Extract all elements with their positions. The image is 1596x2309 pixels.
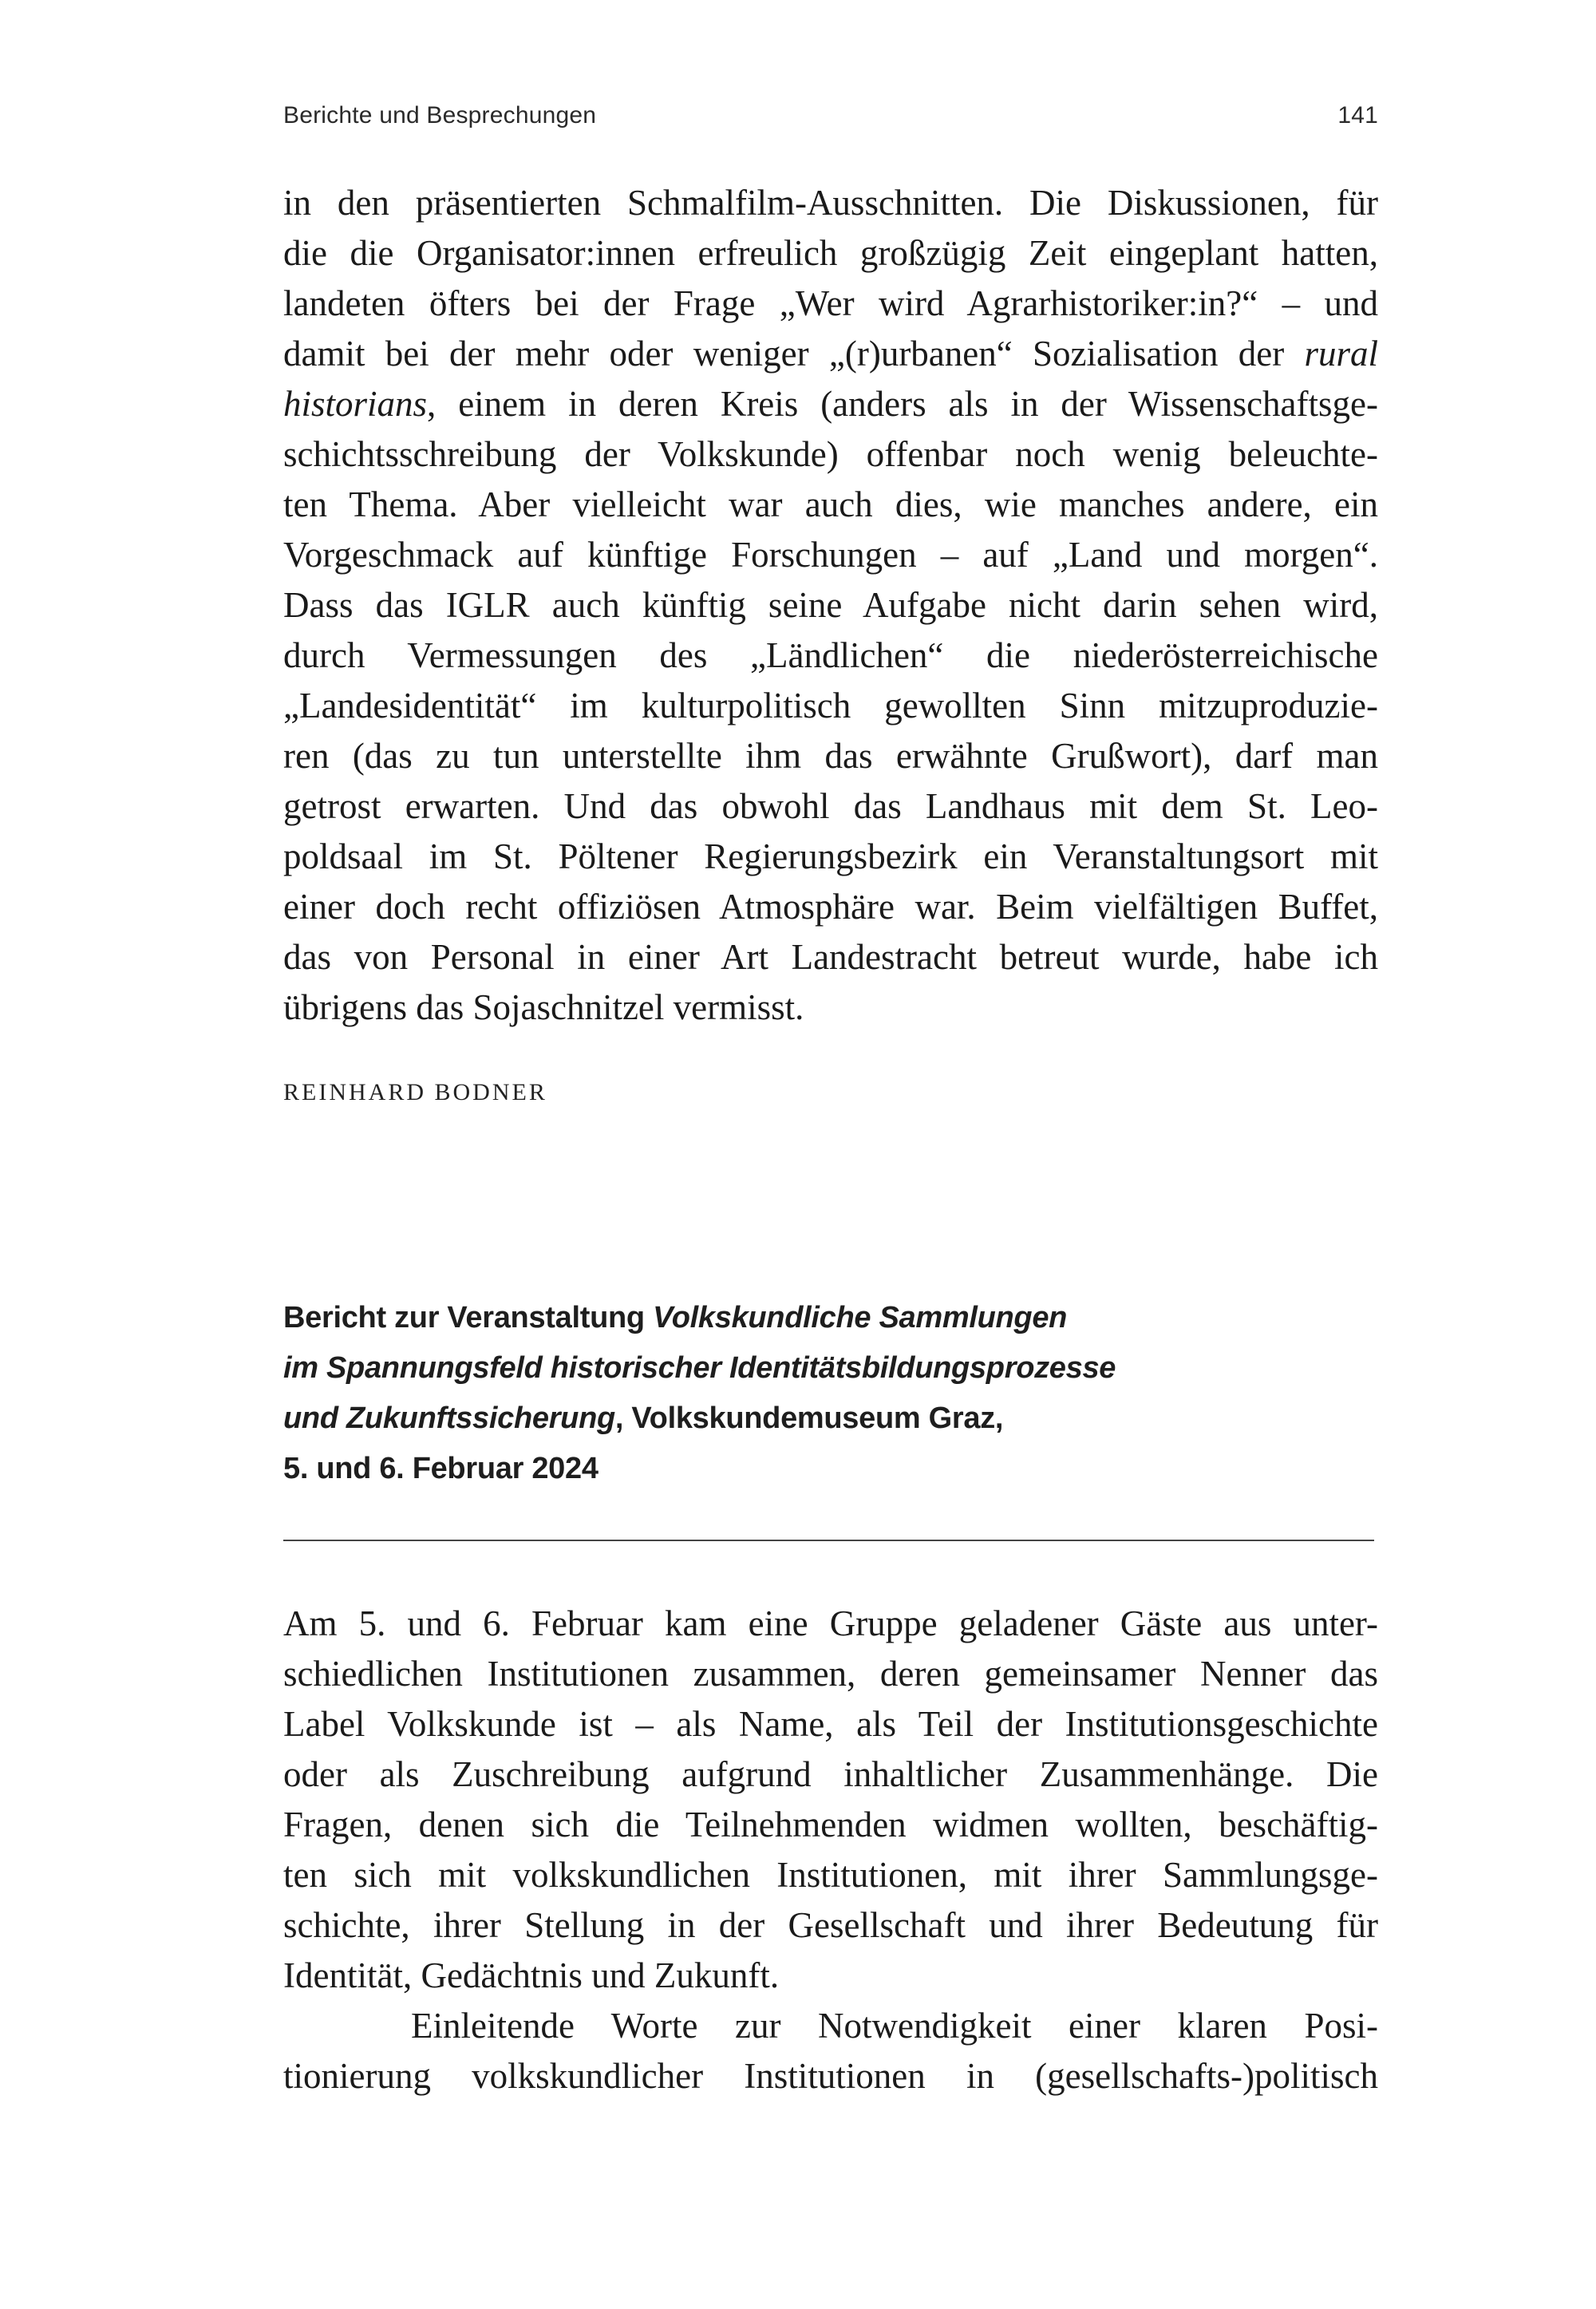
text-line: einer doch recht offiziösen Atmosphäre war. Beim vielfältigen Buffet, xyxy=(283,887,1378,927)
text-line: landeten öfters bei der Frage „Wer wird Agrarhistoriker:in?“ – und xyxy=(283,283,1378,323)
text-line: poldsaal im St. Pöltener Regierungsbezirk ein Veranstaltungsort mit xyxy=(283,836,1378,876)
heading-italic-title: und Zukunftssicherung xyxy=(283,1402,615,1435)
text-line: das von Personal in einer Art Landestracht betreut wurde, habe ich xyxy=(283,937,1378,977)
text-line: durch Vermessungen des „Ländlichen“ die niederösterreichische xyxy=(283,635,1378,675)
text-line: „Landesidentität“ im kulturpolitisch gewollten Sinn mitzuproduzie- xyxy=(283,686,1378,726)
text-line xyxy=(283,379,1378,429)
text-line: getrost erwarten. Und das obwohl das Landhaus mit dem St. Leo- xyxy=(283,786,1378,826)
heading-line xyxy=(283,1343,1378,1394)
italic-term: rural xyxy=(1304,334,1378,374)
italic-term: historians xyxy=(283,384,428,424)
text-line: ren (das zu tun unterstellte ihm das erwähnte Grußwort), darf man xyxy=(283,736,1378,776)
previous-report-text xyxy=(283,178,1378,1033)
heading-text: Bericht zur Veranstaltung xyxy=(283,1301,654,1334)
text-line: schichte, ihrer Stellung in der Gesellschaft und ihrer Bedeutung für xyxy=(283,1905,1378,1945)
text-line: Fragen, denen sich die Teilnehmenden widmen wollten, beschäftig- xyxy=(283,1805,1378,1844)
text-line: ten Thema. Aber vielleicht war auch dies, wie manches andere, ein xyxy=(283,484,1378,524)
new-report-text xyxy=(283,1599,1378,2101)
report-heading xyxy=(283,1293,1378,1494)
heading-italic-title: Volkskundliche Sammlungen xyxy=(653,1301,1068,1334)
heading-line xyxy=(283,1293,1378,1343)
text-line: in den präsentierten Schmalfilm-Ausschnitten. Die Diskussionen, für xyxy=(283,183,1378,223)
text-line: schiedlichen Institutionen zusammen, deren gemeinsamer Nenner das xyxy=(283,1654,1378,1694)
text-line: übrigens das Sojaschnitzel vermisst. xyxy=(283,987,804,1027)
heading-date: 5. und 6. Februar 2024 xyxy=(283,1452,598,1485)
text-line: Am 5. und 6. Februar kam eine Gruppe geladener Gäste aus unter- xyxy=(283,1603,1378,1643)
text-span: damit bei der mehr oder weniger „(r)urbanen“ Sozialisation der xyxy=(283,334,1305,374)
section-title: Berichte und Besprechungen xyxy=(283,102,597,128)
heading-line xyxy=(283,1444,1378,1494)
running-header xyxy=(283,102,1378,134)
text-line: Vorgeschmack auf künftige Forschungen – auf „Land und morgen“. xyxy=(283,535,1378,575)
text-line-indented: Einleitende Worte zur Notwendigkeit einer klaren Posi- xyxy=(411,2006,1378,2046)
text-line: Identität, Gedächtnis und Zukunft. xyxy=(283,1955,780,1995)
text-line: oder als Zuschreibung aufgrund inhaltlicher Zusammenhänge. Die xyxy=(283,1754,1378,1794)
text-line: tionierung volkskundlicher Institutionen in (gesellschafts-)politisch xyxy=(283,2056,1378,2096)
text-line: schichtsschreibung der Volkskunde) offenbar noch wenig beleuchte- xyxy=(283,434,1378,474)
heading-italic-title: im Spannungsfeld historischer Identitätsbildungsprozesse xyxy=(283,1351,1116,1385)
text-line: Dass das IGLR auch künftig seine Aufgabe nicht darin sehen wird, xyxy=(283,585,1378,625)
text-span: , einem in deren Kreis (anders als in der Wissenschaftsge- xyxy=(427,384,1378,424)
author-signature: REINHARD BODNER xyxy=(283,1079,547,1105)
section-divider xyxy=(283,1540,1374,1541)
text-line xyxy=(283,329,1378,379)
page-number: 141 xyxy=(1337,102,1378,128)
text-line: Label Volkskunde ist – als Name, als Teil der Institutionsgeschichte xyxy=(283,1704,1378,1744)
text-line: die die Organisator:innen erfreulich großzügig Zeit eingeplant hatten, xyxy=(283,233,1378,273)
text-line: ten sich mit volkskundlichen Institutionen, mit ihrer Sammlungsge- xyxy=(283,1855,1378,1895)
heading-line xyxy=(283,1394,1378,1444)
heading-text: , Volkskundemuseum Graz, xyxy=(614,1402,1004,1435)
